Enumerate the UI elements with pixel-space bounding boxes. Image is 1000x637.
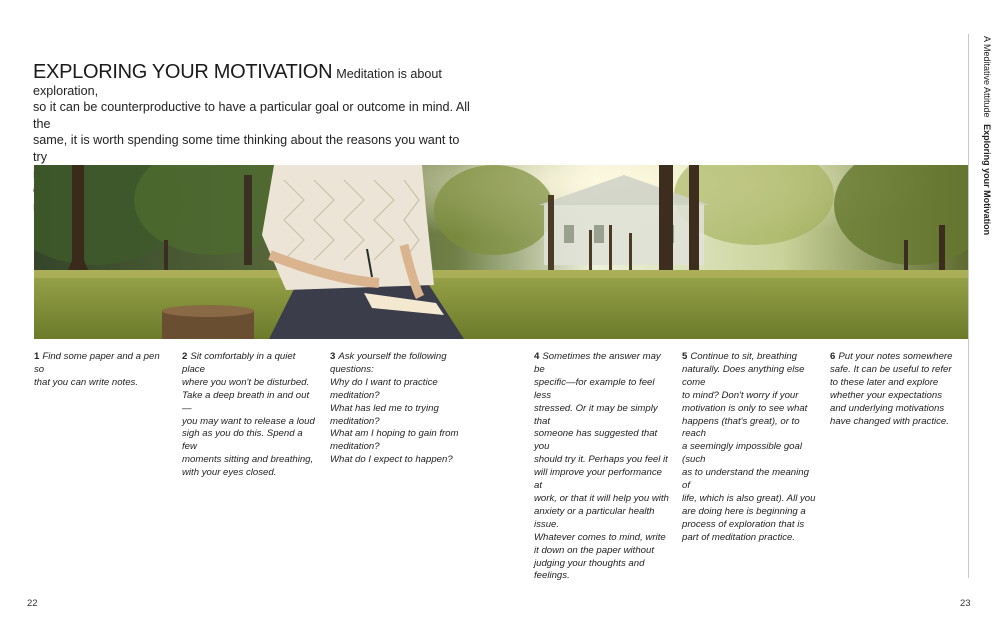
page-number-right: 23 [960, 598, 971, 609]
step-text: will improve your performance at [534, 467, 662, 492]
step-number: 4 [534, 351, 540, 362]
step-text: someone has suggested that you [534, 428, 658, 453]
page-number-left: 22 [27, 598, 38, 609]
step-text: meditation? [330, 415, 380, 427]
intro-line-1: Meditation is about exploration, [33, 67, 442, 98]
intro-line-2: so it can be counterproductive to have a particular goal or outcome in mind. All the [33, 100, 470, 131]
step-text: part of meditation practice. [682, 531, 796, 543]
step-text: to mind? Don't worry if your [682, 389, 799, 401]
step-text: anxiety or a particular health issue. [534, 505, 655, 530]
step-text: where you won't be disturbed. [182, 376, 310, 388]
step-number: 5 [682, 351, 688, 362]
step-number: 1 [34, 351, 40, 362]
step-2 [182, 351, 318, 480]
step-text: process of exploration that is [682, 518, 805, 530]
step-number: 6 [830, 351, 836, 362]
step-text: work, or that it will help you with [534, 492, 669, 504]
step-number: 3 [330, 351, 336, 362]
step-text: Ask yourself the following [338, 351, 447, 362]
step-text: Whatever comes to mind, write [534, 531, 666, 543]
step-text: that you can write notes. [34, 376, 138, 388]
running-head [982, 36, 992, 235]
step-text: happens (that's great), or to reach [682, 415, 800, 440]
section-heading: EXPLORING YOUR MOTIVATION [33, 61, 333, 83]
step-text: What am I hoping to gain from [330, 428, 459, 440]
step-text: and underlying motivations [830, 402, 945, 414]
step-text: Take a deep breath in and out— [182, 389, 310, 414]
running-head-chapter: A Meditative Attitude [982, 36, 992, 118]
step-text: sigh as you do this. Spend a few [182, 428, 303, 453]
step-text: judging your thoughts and feelings. [534, 557, 645, 582]
step-text: Why do I want to practice [330, 376, 438, 388]
step-text: What has led me to trying [330, 402, 439, 414]
intro-line-3: same, it is worth spending some time thinking about the reasons you want to try [33, 133, 460, 164]
running-head-section: Exploring your Motivation [982, 124, 992, 236]
step-text: as to understand the meaning of [682, 467, 809, 492]
step-text: have changed with practice. [830, 415, 949, 427]
step-text: stressed. Or it may be simply that [534, 402, 658, 427]
step-text: Continue to sit, breathing [690, 351, 798, 362]
margin-rule [968, 34, 969, 578]
step-text: you may want to release a loud [182, 415, 315, 427]
step-text: should try it. Perhaps you feel it [534, 454, 668, 466]
step-number: 2 [182, 351, 188, 362]
step-6 [830, 351, 966, 428]
step-text: naturally. Does anything else come [682, 363, 805, 388]
step-5 [682, 351, 818, 545]
step-text: meditation? [330, 441, 380, 453]
step-text: it down on the paper without [534, 544, 655, 556]
step-text: What do I expect to happen? [330, 454, 453, 466]
step-text: with your eyes closed. [182, 467, 277, 479]
step-text: safe. It can be useful to refer [830, 363, 952, 375]
step-1 [34, 351, 170, 390]
step-text: Sit comfortably in a quiet place [182, 351, 296, 375]
step-text: meditation? [330, 389, 380, 401]
step-text: Sometimes the answer may be [534, 351, 661, 375]
step-text: specific—for example to feel less [534, 376, 655, 401]
step-text: a seemingly impossible goal (such [682, 441, 802, 466]
photo-illustration [34, 165, 968, 339]
step-3 [330, 351, 466, 467]
step-text: life, which is also great). All you [682, 492, 816, 504]
step-text: Put your notes somewhere [838, 351, 953, 362]
park-meditation-photo [34, 165, 968, 339]
step-text: whether your expectations [830, 389, 942, 401]
step-text: are doing here is beginning a [682, 505, 806, 517]
step-text: moments sitting and breathing, [182, 454, 314, 466]
step-text: motivation is only to see what [682, 402, 808, 414]
step-text: to these later and explore [830, 376, 939, 388]
step-text: questions: [330, 363, 374, 375]
step-text: Find some paper and a pen so [34, 351, 160, 375]
steps-list [34, 351, 964, 582]
step-4 [534, 351, 670, 583]
